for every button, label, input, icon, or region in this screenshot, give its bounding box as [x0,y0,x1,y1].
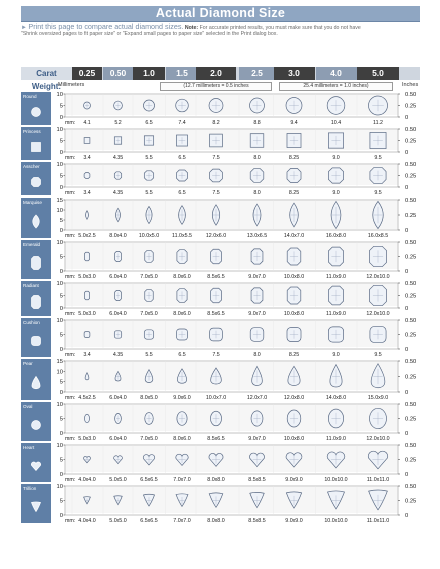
mm-value: 3.4 [83,352,91,358]
square-diamond [84,138,90,144]
mm-value: 4.35 [112,155,124,161]
mm-value: 10.0x8.0 [283,274,305,280]
mm-prefix: mm: [65,518,76,524]
mm-value: 5.5 [145,190,153,196]
mm-tick-label: 10 [56,443,63,449]
mm-value: 10.0x5.0 [138,233,160,239]
mm-tick-label: 5 [59,173,63,180]
mm-prefix: mm: [65,395,76,401]
mm-value: 9.0 [332,352,340,358]
mm-value: 5.0x3.0 [78,436,96,442]
inch-tick-label: 0 [405,185,409,191]
mm-value: 9.5 [374,352,382,358]
mm-value: 4.0x4.0 [78,477,96,483]
mm-value: 11.0x9.0 [326,274,346,280]
mm-value: 3.4 [83,190,91,196]
mm-value: 8.2 [212,120,220,126]
emerald-gem-icon [32,296,41,309]
emerald-diamond [84,291,89,300]
mm-prefix: mm: [65,311,76,317]
mm-tick-label: 10 [56,318,63,324]
mm-prefix: mm: [65,233,76,239]
mm-value: 16.0x8.5 [367,233,389,239]
row-label: Oval [23,404,33,409]
shape-row-cushion [21,318,400,357]
mm-value: 6.5x6.5 [140,477,158,483]
mm-tick-label: 0 [59,513,63,519]
mm-value: 5.0x3.0 [78,274,96,280]
mm-prefix: mm: [65,436,76,442]
mm-value: 8.25 [288,155,300,161]
mm-prefix: mm: [65,155,76,161]
mm-value: 8.0x8.0 [207,477,225,483]
carat-value: 1.5 [166,67,199,80]
mm-value: 7.5 [212,352,220,358]
half-inch-scale: (12.7 millimeters = 0.5 inches [160,82,272,91]
mm-value: 5.0x5.0 [109,518,127,524]
marquise-diamond [85,211,88,220]
mm-value: 8.0x6.0 [173,436,191,442]
mm-tick-label: 0 [59,390,63,396]
octagon-gem-icon [32,178,41,187]
inch-tick-label: 0 [405,431,409,437]
inch-tick-label: 0.50 [405,359,417,365]
square-gem-icon [32,143,41,152]
mm-tick-label: 10 [56,127,63,133]
inch-tick-label: 0.25 [405,254,417,261]
mm-tick-label: 0 [59,228,63,234]
mm-tick-label: 5 [59,416,63,423]
inch-tick-label: 0.50 [405,281,417,287]
oval-gem-icon [32,421,41,430]
mm-value: 6.5 [178,352,186,358]
mm-value: 6.5 [145,120,153,126]
mm-value: 10.0x10.0 [324,477,348,483]
mm-value: 14.0x8.0 [325,395,347,401]
mm-prefix: mm: [65,352,76,358]
mm-tick-label: 10 [56,281,63,287]
inch-tick-label: 0 [405,306,409,312]
inch-tick-label: 0.25 [405,293,417,300]
mm-tick-label: 10 [56,92,63,98]
mm-value: 8.0 [253,155,261,161]
mm-value: 6.0x4.0 [109,311,127,317]
inch-tick-label: 0 [405,513,409,519]
mm-value: 7.5 [212,190,220,196]
inch-tick-label: 0.50 [405,443,417,449]
mm-value: 9.0 [332,190,340,196]
mm-value: 6.0x4.0 [109,436,127,442]
mm-tick-label: 10 [56,240,63,246]
mm-tick-label: 10 [56,402,63,408]
mm-value: 4.5x2.5 [78,395,96,401]
inch-tick-label: 0.25 [405,173,417,180]
carat-value: 5.0 [357,67,399,80]
shape-row-round [21,92,400,125]
mm-value: 8.8 [253,120,261,126]
mm-prefix: mm: [65,120,76,126]
mm-tick-label: 5 [59,218,63,224]
shape-row-marquise [21,198,400,238]
mm-value: 9.0 [332,155,340,161]
inch-tick-label: 0 [405,228,409,234]
inch-tick-label: 0.25 [405,103,417,110]
inches-label: Inches [402,82,419,88]
shape-row-asscher [21,162,400,195]
mm-value: 5.0x2.5 [78,233,96,239]
mm-value: 12.0x10.0 [366,311,390,317]
mm-value: 5.2 [114,120,122,126]
inch-tick-label: 0.50 [405,198,417,204]
mm-tick-label: 5 [59,457,63,464]
mm-value: 9.4 [290,120,298,126]
inch-tick-label: 0.50 [405,240,417,246]
mm-tick-label: 15 [56,198,63,204]
row-label: Round [23,94,37,99]
mm-prefix: mm: [65,477,76,483]
mm-prefix: mm: [65,274,76,280]
mm-tick-label: 10 [56,208,63,214]
mm-value: 10.4 [330,120,342,126]
mm-value: 11.0x5.5 [172,233,192,239]
mm-value: 8.25 [288,190,300,196]
row-grid-panel [65,200,398,230]
carat-value: 4.0 [316,67,357,80]
mm-tick-label: 15 [56,359,63,365]
mm-tick-label: 0 [59,269,63,275]
octagon-diamond [84,173,90,179]
carat-value: 1.0 [133,67,165,80]
mm-value: 9.0x7.0 [248,311,266,317]
inch-tick-label: 0.50 [405,402,417,408]
mm-value: 8.0x4.0 [109,233,127,239]
inch-tick-label: 0.25 [405,457,417,464]
mm-value: 6.5x6.5 [140,518,158,524]
inch-tick-label: 0.25 [405,374,417,381]
cushion-diamond [84,332,90,338]
mm-value: 6.0x4.0 [109,395,127,401]
inch-tick-label: 0.25 [405,138,417,145]
millimeters-label: Millimeters [58,82,85,88]
mm-value: 7.0x5.0 [140,274,158,280]
row-label: Asscher [23,164,40,169]
mm-value: 11.0x11.0 [366,477,390,483]
mm-value: 6.5 [178,155,186,161]
mm-value: 12.0x10.0 [366,436,390,442]
inch-tick-label: 0.50 [405,484,417,490]
mm-value: 5.0x3.0 [78,311,96,317]
mm-value: 4.35 [112,190,124,196]
mm-tick-label: 0 [59,431,63,437]
mm-tick-label: 0 [59,347,63,353]
inch-tick-label: 0.50 [405,92,417,98]
mm-value: 4.0x4.0 [78,518,96,524]
emerald-gem-icon [32,257,41,270]
page-title: Actual Diamond Size [155,6,286,20]
mm-value: 3.4 [83,155,91,161]
mm-value: 7.0x5.0 [140,311,158,317]
note-line1: For accurate printed results, you must make sure that you do not have [199,25,361,31]
mm-value: 7.0x5.0 [140,436,158,442]
carat-value: 2.0 [196,67,236,80]
inch-tick-label: 0 [405,390,409,396]
shape-row-pear [21,359,400,400]
mm-value: 9.5 [374,190,382,196]
mm-value: 8.5x8.5 [248,518,266,524]
mm-value: 6.5 [178,190,186,196]
mm-tick-label: 0 [59,306,63,312]
mm-value: 15.0x9.0 [367,395,389,401]
mm-value: 8.0 [253,352,261,358]
mm-value: 8.0x8.0 [207,518,225,524]
inch-tick-label: 0 [405,472,409,478]
mm-tick-label: 5 [59,138,63,145]
mm-prefix: mm: [65,190,76,196]
mm-tick-label: 10 [56,484,63,490]
mm-tick-label: 5 [59,293,63,300]
mm-value: 5.5 [145,352,153,358]
mm-value: 9.5 [374,155,382,161]
row-label: Marquise [23,200,42,205]
inch-tick-label: 0 [405,347,409,353]
mm-value: 8.0x6.0 [173,311,191,317]
mm-value: 9.0x9.0 [285,518,303,524]
mm-tick-label: 0 [59,150,63,156]
mm-value: 10.0x8.0 [283,436,305,442]
note-label: Note: [184,25,199,31]
carat-value: 2.5 [239,67,275,80]
inch-tick-label: 0 [405,115,409,121]
mm-value: 5.0x5.0 [109,477,127,483]
mm-value: 8.5x6.5 [207,436,225,442]
carat-value: 0.50 [103,67,133,80]
mm-value: 8.5x6.5 [207,311,225,317]
mm-tick-label: 5 [59,103,63,110]
mm-value: 8.0 [253,190,261,196]
mm-value: 10.0x8.0 [283,311,305,317]
mm-value: 8.5x8.5 [248,477,266,483]
inch-tick-label: 0.25 [405,213,417,219]
note-line2: "Shrink oversized pages to fit paper size" or "Expand small pages to paper size" selected in the Print dialog box. [21,31,278,38]
mm-value: 6.0x4.0 [109,274,127,280]
arrow-right-icon: ► [21,25,27,31]
mm-value: 7.0x7.0 [173,477,191,483]
mm-value: 16.0x8.0 [325,233,347,239]
mm-value: 4.1 [83,120,91,126]
mm-tick-label: 0 [59,115,63,121]
print-lead: Print this page to compare actual diamond sizes. [28,22,184,31]
inch-tick-label: 0.25 [405,498,417,505]
mm-value: 8.25 [288,352,300,358]
mm-value: 11.0x11.0 [366,518,390,524]
row-label: Radiant [23,283,39,288]
mm-value: 12.0x6.0 [205,233,227,239]
mm-value: 7.5 [212,155,220,161]
emerald-diamond [84,252,89,261]
inch-tick-label: 0.50 [405,127,417,133]
mm-value: 12.0x10.0 [366,274,390,280]
carat-weight-label: Carat Weight: [21,67,72,80]
mm-value: 7.0x7.0 [173,518,191,524]
mm-value: 4.35 [112,352,124,358]
inch-tick-label: 0 [405,150,409,156]
carat-value: 0.25 [72,67,102,80]
inch-tick-label: 0.50 [405,162,417,168]
shape-row-princess [21,127,400,160]
row-grid-panel [65,486,398,515]
mm-value: 11.0x9.0 [326,436,346,442]
mm-value: 11.0x9.0 [326,311,346,317]
row-label: Emerald [23,242,41,247]
row-grid-panel [65,361,398,392]
inch-tick-label: 0.25 [405,332,417,339]
mm-value: 10.0x10.0 [324,518,348,524]
mm-value: 14.0x7.0 [283,233,305,239]
mm-value: 8.0x5.0 [140,395,158,401]
row-label: Trillion [23,486,37,491]
mm-tick-label: 10 [56,162,63,168]
mm-value: 12.0x7.0 [246,395,268,401]
oval-diamond [84,414,89,423]
mm-tick-label: 5 [59,498,63,505]
row-label: Heart [23,445,35,450]
mm-value: 8.0x6.0 [173,274,191,280]
carat-value: 3.0 [274,67,315,80]
mm-value: 10.0x7.0 [205,395,227,401]
mm-value: 7.4 [178,120,186,126]
mm-value: 13.0x6.5 [246,233,268,239]
row-label: Pear [23,361,33,366]
mm-value: 11.2 [373,120,383,126]
mm-value: 9.0x6.0 [173,395,191,401]
mm-tick-label: 5 [59,379,63,386]
mm-value: 12.0x8.0 [283,395,305,401]
inch-scale: 25.4 millimeters = 1.0 inches) [279,82,393,91]
mm-tick-label: 5 [59,332,63,339]
mm-value: 5.5 [145,155,153,161]
mm-value: 8.5x6.5 [207,274,225,280]
mm-value: 9.0x9.0 [285,477,303,483]
cushion-gem-icon [32,337,41,346]
row-label: Cushion [23,320,40,325]
mm-value: 9.0x7.0 [248,436,266,442]
mm-tick-label: 5 [59,254,63,261]
inch-tick-label: 0.25 [405,416,417,423]
inch-tick-label: 0.50 [405,318,417,324]
mm-value: 9.0x7.0 [248,274,266,280]
mm-tick-label: 10 [56,369,63,376]
round-gem-icon [32,108,41,117]
row-label: Princess [23,129,41,134]
inch-tick-label: 0 [405,269,409,275]
mm-tick-label: 0 [59,472,63,478]
mm-tick-label: 0 [59,185,63,191]
